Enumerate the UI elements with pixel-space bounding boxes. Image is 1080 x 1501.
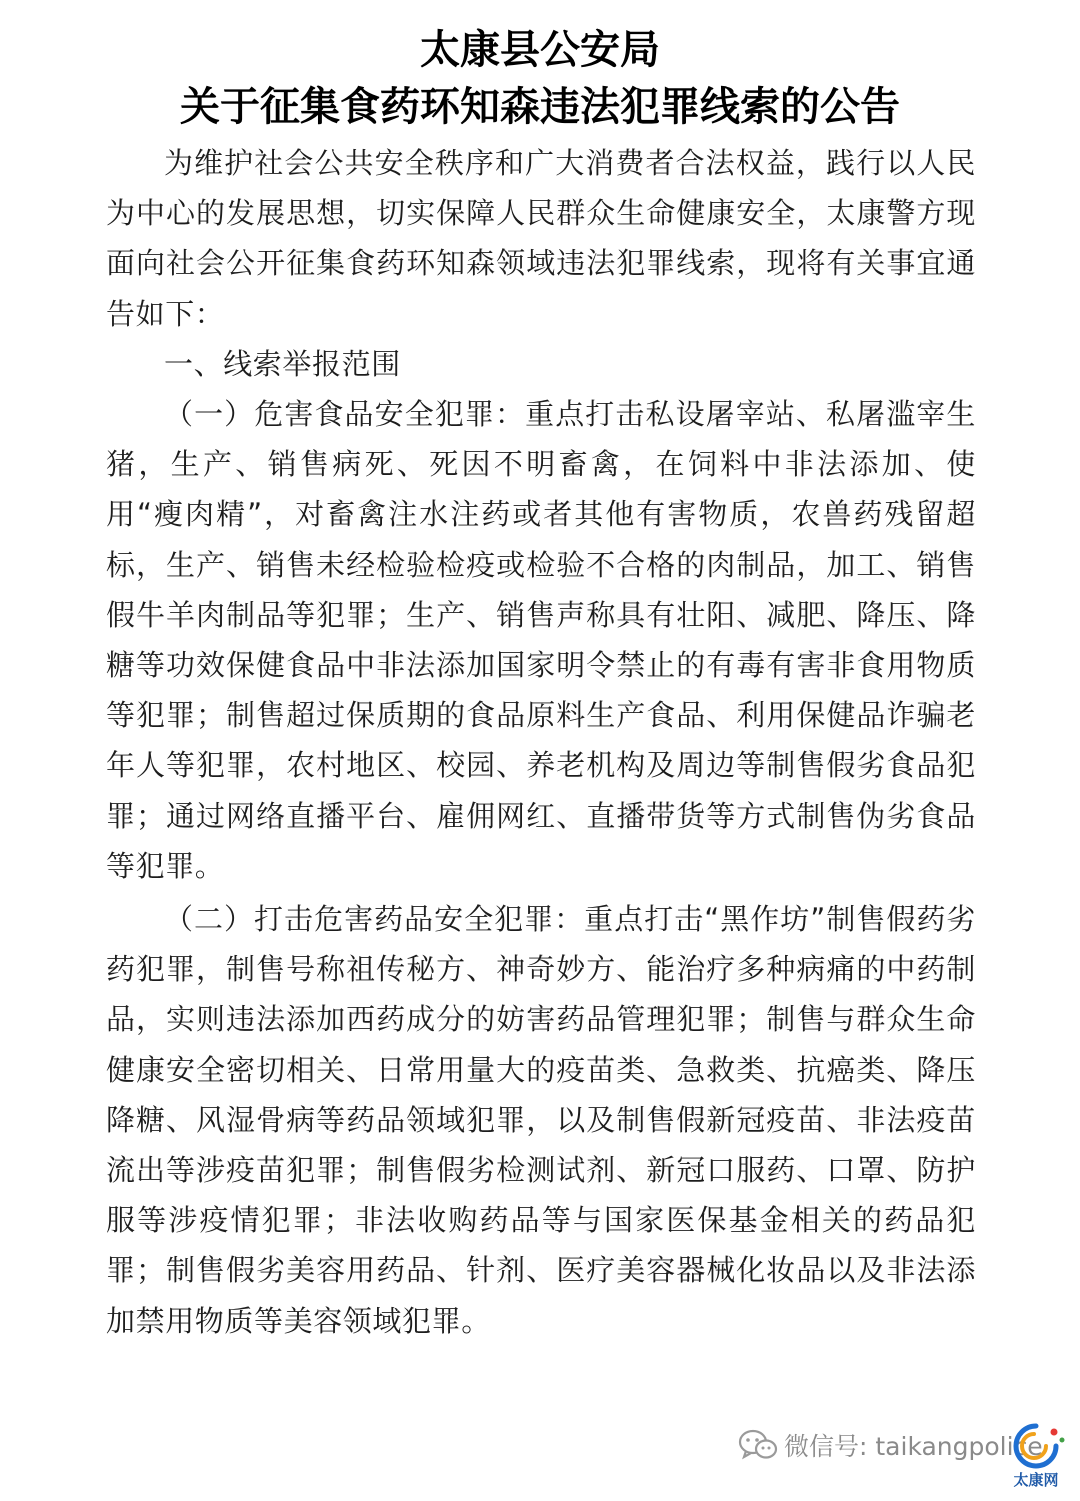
site-logo bbox=[1000, 1420, 1072, 1492]
wechat-icon bbox=[738, 1428, 778, 1462]
document-body bbox=[106, 138, 976, 1346]
paragraph-food-safety: （一）危害食品安全犯罪：重点打击私设屠宰站、私屠滥宰生猪，生产、销售病死、死因不明畜禽，在饲料中非法添加、使用“瘦肉精”，对畜禽注水注药或者其他有害物质，农兽药残留超标，生产、销售未经检验检疫或检验不合格的肉制品，加工、销售假牛羊肉制品等犯罪；生产、销售声称具有壮阳、减肥、降压、降糖等功效保健食品中非法添加国家明令禁止的有毒有害非食用物质等犯罪；制售超过保质期的食品原料生产食品、利用保健品诈骗老年人等犯罪，农村地区、校园、养老机构及周边等制售假劣食品犯罪；通过网络直播平台、雇佣网红、直播带货等方式制售伪劣食品等犯罪。 bbox=[106, 397, 976, 883]
page-title: 太康县公安局 bbox=[420, 27, 660, 73]
wechat-watermark bbox=[738, 1420, 1043, 1470]
page-subtitle: 关于征集食药环知森违法犯罪线索的公告 bbox=[180, 84, 900, 130]
paragraph-drug-safety: （二）打击危害药品安全犯罪：重点打击“黑作坊”制售假药劣药犯罪，制售号称祖传秘方、神奇妙方、能治疗多种病痛的中药制品，实则违法添加西药成分的妨害药品管理犯罪；制售与群众生命健康安全密切相关、日常用量大的疫苗类、急救类、抗癌类、降压降糖、风湿骨病等药品领域犯罪，以及制售假新冠疫苗、非法疫苗流出等涉疫苗犯罪；制售假劣检测试剂、新冠口服药、口罩、防护服等涉疫情犯罪；非法收购药品等与国家医保基金相关的药品犯罪；制售假劣美容用药品、针剂、医疗美容器械化妆品以及非法添加禁用物质等美容领域犯罪。 bbox=[106, 902, 976, 1338]
site-logo-icon bbox=[1000, 1420, 1072, 1472]
section-heading: 一、线索举报范围 bbox=[164, 346, 401, 381]
paragraph-intro: 为维护社会公共安全秩序和广大消费者合法权益，践行以人民为中心的发展思想，切实保障人民群众生命健康安全，太康警方现面向社会公开征集食药环知森领域违法犯罪线索，现将有关事宜通告如下： bbox=[106, 146, 976, 331]
watermark-text: 微信号: taikangpolice bbox=[784, 1432, 1043, 1461]
logo-text: 太康网 bbox=[1013, 1471, 1059, 1489]
